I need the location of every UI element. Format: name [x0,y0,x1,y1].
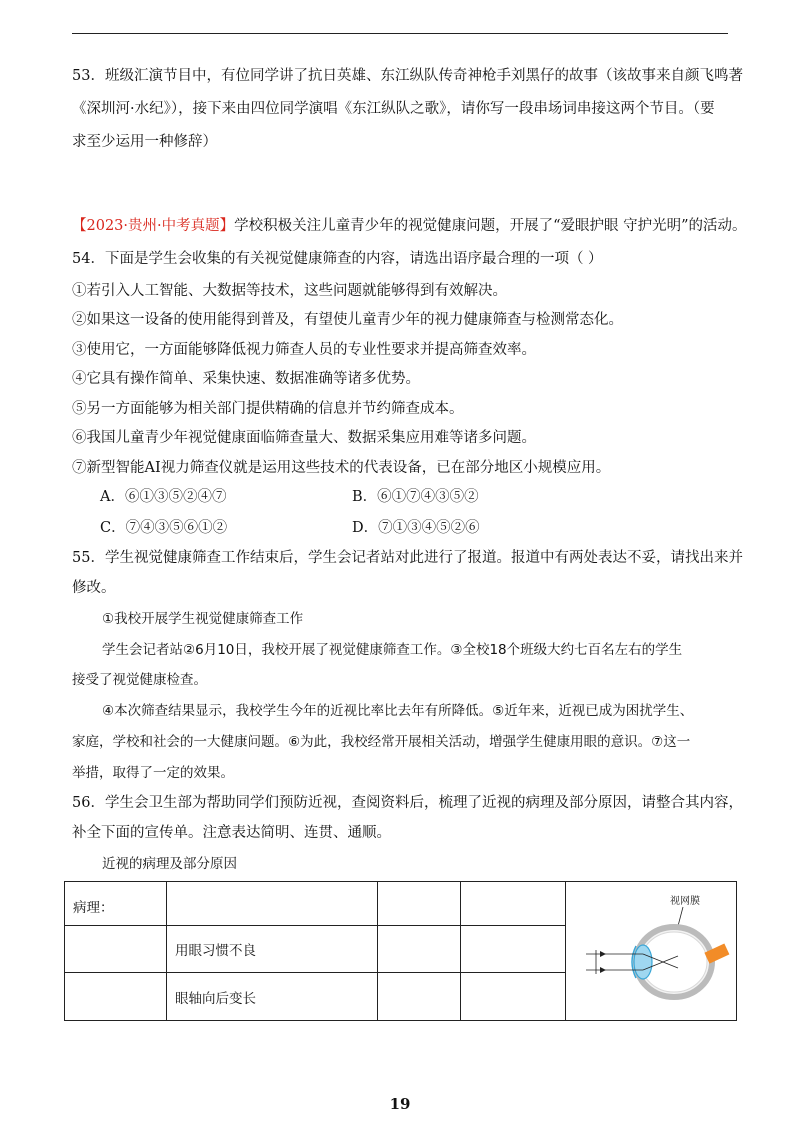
retina-label: 视网膜 [670,896,700,907]
q55-report-p2a: ④本次筛查结果显示，我校学生今年的近视比率比去年有所降低。⑤近年来，近视已成为困扰学生、 [102,703,694,719]
q55-report-p1b: 接受了视觉健康检查。 [72,672,207,688]
blank-cell[interactable] [461,973,566,1021]
blank-cell[interactable] [378,882,461,926]
table-row [65,882,737,926]
q55-report-p2b: 家庭，学校和社会的一大健康问题。⑥为此，我校经常开展相关活动，增强学生健康用眼的意识。⑦这一 [72,734,691,750]
source-tag: 【2023·贵州·中考真题】 [72,218,235,234]
q54-option-d[interactable]: D．⑦①③④⑤②⑥ [352,520,480,536]
q56-stem-1: 56．学生会卫生部为帮助同学们预防近视，查阅资料后，梳理了近视的病理及部分原因，请整合其内容， [72,795,743,811]
q55-stem-1: 55．学生视觉健康筛查工作结束后，学生会记者站对此进行了报道。报道中有两处表达不妥，请找出来并 [72,550,743,566]
q55-stem-2: 修改。 [72,580,116,596]
q53-line-2: 《深圳河·水纪》），接下来由四位同学演唱《东江纵队之歌》，请你写一段串场词串接这两个节目。（要 [72,101,715,117]
q55-report-p2c: 举措，取得了一定的效果。 [72,765,234,781]
intro-text: 学校积极关注儿童青少年的视觉健康问题，开展了“爱眼护眼 守护光明”的活动。 [234,218,747,234]
q53-line-1: 53．班级汇演节目中，有位同学讲了抗日英雄、东江纵队传奇神枪手刘黑仔的故事（该故事来自颜飞鸣著 [72,68,743,84]
pathology-table [64,881,737,1021]
blank-cell[interactable] [167,882,378,926]
q54-option-a[interactable]: A．⑥①③⑤②④⑦ [100,489,227,505]
q54-item-4: ④它具有操作简单、采集快速、数据准确等诸多优势。 [72,371,420,387]
q56-stem-2: 补全下面的宣传单。注意表达简明、连贯、通顺。 [72,825,391,841]
q54-stem: 54．下面是学生会收集的有关视觉健康筛查的内容，请选出语序最合理的一项（ ） [72,251,603,267]
blank-cell[interactable] [461,925,566,973]
section-intro [72,216,747,236]
blank-cell[interactable] [65,925,167,973]
cause-2: 眼轴向后变长 [175,990,256,1007]
q54-item-5: ⑤另一方面能够为相关部门提供精确的信息并节约筛查成本。 [72,401,464,417]
q54-item-3: ③使用它，一方面能够降低视力筛查人员的专业性要求并提高筛查效率。 [72,342,536,358]
q54-item-6: ⑥我国儿童青少年视觉健康面临筛查量大、数据采集应用难等诸多问题。 [72,430,536,446]
page-number: 19 [389,1095,411,1113]
blank-cell[interactable] [378,925,461,973]
q54-item-7: ⑦新型智能AI视力筛查仪就是运用这些技术的代表设备，已在部分地区小规模应用。 [72,460,611,476]
q53-line-3: 求至少运用一种修辞） [72,134,217,150]
q56-table-caption: 近视的病理及部分原因 [102,856,237,872]
pathology-label: 病理： [73,900,114,916]
blank-cell[interactable] [461,882,566,926]
cause-1: 用眼习惯不良 [175,942,256,959]
header-rule [72,33,728,34]
q54-item-1: ①若引入人工智能、大数据等技术，这些问题就能够得到有效解决。 [72,283,507,299]
q55-report-p1a: 学生会记者站②6月10日，我校开展了视觉健康筛查工作。③全校18个班级大约七百名左右的学生 [102,642,683,658]
q55-report-title: ①我校开展学生视觉健康筛查工作 [102,611,304,627]
cause-cell [167,925,378,973]
pathology-label-cell [65,882,167,926]
q54-item-2: ②如果这一设备的使用能得到普及，有望使儿童青少年的视力健康筛查与检测常态化。 [72,312,623,328]
blank-cell[interactable] [378,973,461,1021]
q54-option-b[interactable]: B．⑥①⑦④③⑤② [352,489,479,505]
lens-shape [634,945,652,979]
cause-cell [167,973,378,1021]
blank-cell[interactable] [65,973,167,1021]
eye-diagram-cell [566,882,737,1021]
eye-diagram [566,882,737,1016]
q54-option-c[interactable]: C．⑦④③⑤⑥①② [100,520,228,536]
